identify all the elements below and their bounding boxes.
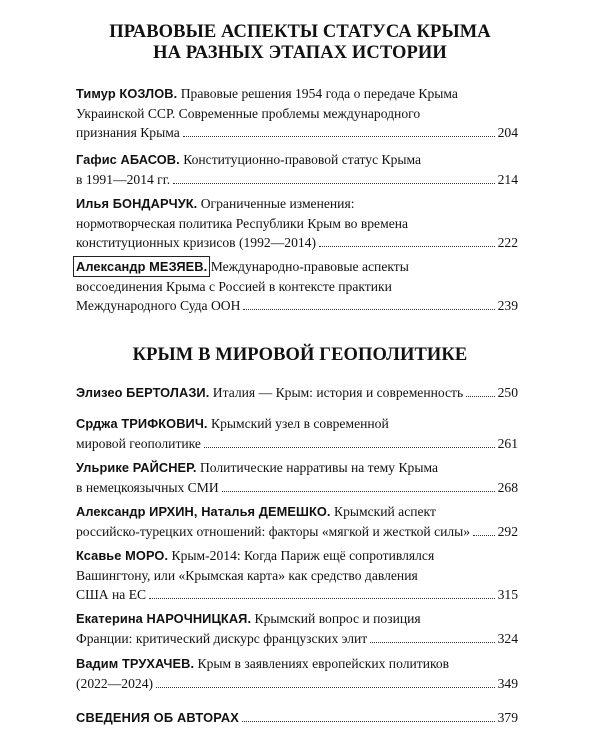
entry-title-line: США на ЕС [76, 587, 147, 602]
toc-entry-mezyaev[interactable] [76, 257, 518, 316]
entry-title-line: Крым-2014: Когда Париж ещё сопротивлялся [171, 548, 435, 563]
entry-title-line: Ограниченные изменения: [200, 196, 355, 211]
entry-title-line: Франции: критический дискурс французских элит [76, 630, 368, 646]
entry-title-line: признания Крыма [76, 125, 180, 140]
entry-page-number: 214 [497, 171, 518, 187]
entry-author: Срджа ТРИФКОВИЧ. [76, 416, 208, 431]
toc-entry-trifkovich[interactable] [76, 414, 518, 453]
entry-author: Элизео БЕРТОЛАЗИ. [76, 385, 210, 400]
toc-entry-trukhachev[interactable] [76, 654, 518, 693]
toc-entry-moreau[interactable] [76, 546, 518, 605]
entry-title-line: Крымский узел в современной [211, 416, 389, 431]
entry-title-line: мировой геополитике [76, 435, 201, 451]
dot-leader [149, 598, 495, 599]
dot-leader [183, 136, 495, 137]
toc-entry-irkhin-demeshko[interactable] [76, 502, 518, 541]
entry-author: Ульрике РАЙСНЕР. [76, 460, 197, 475]
entry-author: Екатерина НАРОЧНИЦКАЯ. [76, 611, 252, 626]
section-title-line: КРЫМ В МИРОВОЙ ГЕОПОЛИТИКЕ [132, 345, 468, 365]
dot-leader [222, 491, 495, 492]
entry-title-line: российско-турецких отношений: факторы «мягкой и жесткой силы» [76, 523, 471, 539]
entry-page-number: 250 [497, 385, 518, 400]
toc-entry-about-authors[interactable] [76, 708, 518, 728]
entry-title-line: Политические нарративы на тему Крыма [199, 460, 438, 475]
entry-author: Александр ИРХИН, Наталья ДЕМЕШКО. [76, 504, 331, 519]
entry-author-highlighted: Александр МЕЗЯЕВ. [76, 259, 208, 274]
entry-title-line: конституционных кризисов (1992—2014) [76, 235, 317, 250]
entry-title-line: Украинской ССР. Современные проблемы международного [76, 105, 421, 121]
entry-title-line: Правовые решения 1954 года о передаче Крыма [180, 86, 458, 101]
entry-page-number: 292 [497, 523, 518, 539]
toc-entry-narochnitskaya[interactable] [76, 609, 518, 648]
entry-title-line: Вашингтону, или «Крымская карта» как средство давления [76, 567, 418, 583]
dot-leader [370, 642, 494, 643]
dot-leader [204, 447, 495, 448]
section-title-legal-aspects [40, 22, 560, 64]
toc-entry-bertolazi[interactable] [76, 383, 518, 403]
dot-leader [156, 687, 495, 688]
section-title-line: ПРАВОВЫЕ АСПЕКТЫ СТАТУСА КРЫМА [109, 22, 491, 42]
entry-page-number: 239 [497, 298, 518, 313]
toc-entry-raisner[interactable] [76, 458, 518, 497]
entry-page-number: 324 [497, 630, 518, 646]
entry-title-line: Крымский аспект [334, 504, 436, 519]
dot-leader [173, 183, 494, 184]
toc-entry-bondarchuk[interactable] [76, 194, 518, 253]
entry-title-line: Конституционно-правовой статус Крыма [183, 152, 422, 167]
dot-leader [242, 721, 495, 722]
entry-title-line: Международно-правовые аспекты [210, 259, 409, 274]
entry-page-number: 349 [497, 675, 518, 691]
entry-author: Ксавье МОРО. [76, 548, 169, 563]
entry-title-line: воссоединения Крыма с Россией в контексте практики [76, 278, 392, 294]
entry-title-line: в немецкоязычных СМИ [76, 479, 219, 495]
entry-page-number: 379 [497, 710, 518, 725]
entry-page-number: 204 [497, 125, 518, 140]
entry-author: Илья БОНДАРЧУК. [76, 196, 198, 211]
entry-page-number: 261 [497, 435, 518, 451]
entry-title-line: (2022—2024) [76, 675, 154, 691]
toc-entry-abasov[interactable] [76, 150, 518, 189]
entry-title-line: Крым в заявлениях европейских политиков [197, 656, 450, 671]
entry-page-number: 315 [497, 587, 518, 602]
entry-title-line: Италия — Крым: история и современность [212, 385, 464, 400]
dot-leader [319, 246, 495, 247]
dot-leader [243, 309, 494, 310]
entry-author: Тимур КОЗЛОВ. [76, 86, 178, 101]
section-title-geopolitics [40, 345, 560, 366]
section-title-line: НА РАЗНЫХ ЭТАПАХ ИСТОРИИ [153, 43, 447, 63]
entry-title-line: Крымский вопрос и позиция [254, 611, 421, 626]
entry-author: Вадим ТРУХАЧЕВ. [76, 656, 195, 671]
entry-page-number: 268 [497, 479, 518, 495]
about-authors-label: СВЕДЕНИЯ ОБ АВТОРАХ [76, 710, 240, 725]
entry-title-line: в 1991—2014 гг. [76, 171, 171, 187]
dot-leader [466, 396, 494, 397]
entry-page-number: 222 [497, 235, 518, 250]
toc-entry-kozlov[interactable] [76, 84, 518, 143]
entry-title-line: нормотворческая политика Республики Крым во времена [76, 215, 409, 231]
dot-leader [473, 535, 495, 536]
entry-title-line: Международного Суда ООН [76, 298, 241, 313]
entry-author: Гафис АБАСОВ. [76, 152, 180, 167]
